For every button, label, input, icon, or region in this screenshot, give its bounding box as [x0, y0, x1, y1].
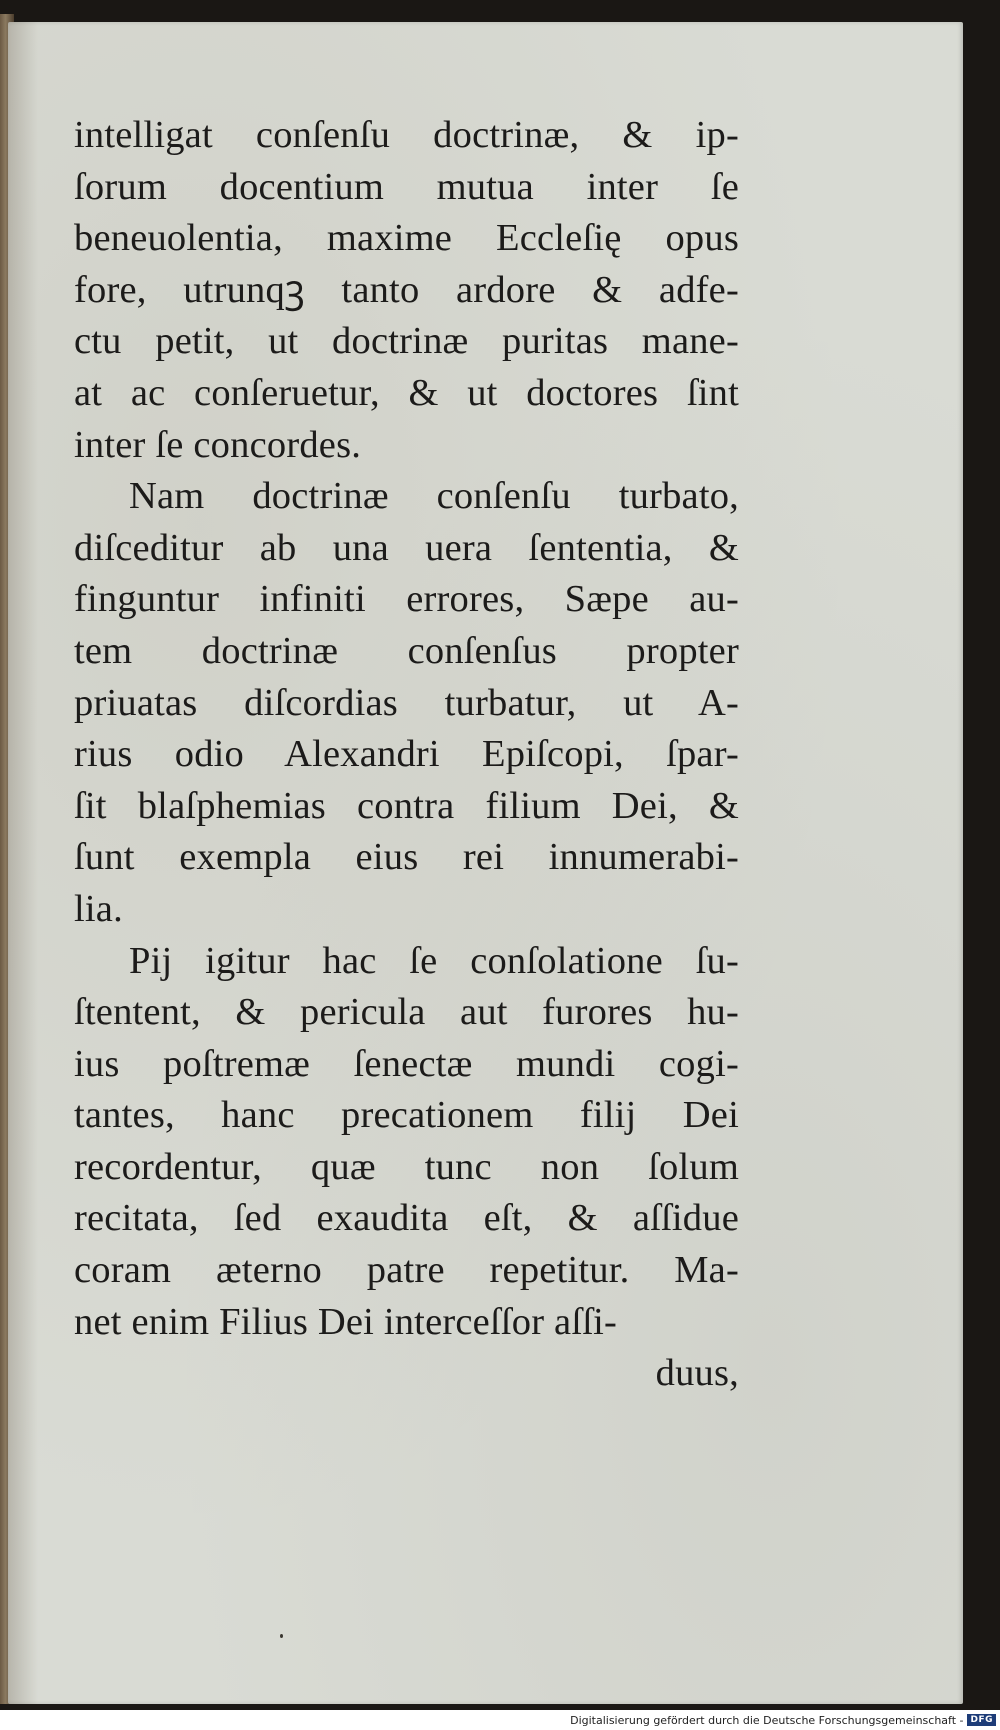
text-line: tantes, hanc precationem filij Dei [74, 1094, 739, 1137]
text-line: at ac conſeruetur, & ut doctores ſint [74, 371, 739, 414]
text-line: ius poſtremæ ſenectæ mundi cogi- [74, 1042, 739, 1085]
text-line: fore, utrunqꝫ tanto ardore & adfe- [74, 268, 739, 311]
text-line: priuatas diſcordias turbatur, ut A- [74, 681, 739, 724]
text-line: rius odio Alexandri Epiſcopi, ſpar- [74, 733, 739, 776]
text-line: tem doctrinæ conſenſus propter [74, 629, 739, 672]
text-line: intelligat conſenſu doctrinæ, & ip- [74, 114, 739, 156]
body-text [74, 110, 739, 1400]
ink-speck [280, 1634, 283, 1638]
text-line: net enim Filius Dei interceſſor aſſi- [74, 1300, 618, 1343]
text-line: Nam doctrinæ conſenſu turbato, [129, 475, 739, 518]
text-line: lia. [74, 887, 123, 930]
text-line: inter ſe concordes. [74, 423, 362, 466]
footer-credit: Digitalisierung gefördert durch die Deutsche Forschungsgemeinschaft - [570, 1713, 964, 1727]
paragraph [74, 110, 739, 471]
text-line: coram æterno patre repetitur. Ma- [74, 1249, 739, 1292]
digitization-footer [0, 1710, 1000, 1730]
catchword: duus, [655, 1352, 739, 1395]
text-line: ſit blaſphemias contra filium Dei, & [74, 784, 739, 827]
text-line: Pij igitur hac ſe conſolatione ſu- [129, 939, 739, 982]
text-line: finguntur infiniti errores, Sæpe au- [74, 578, 739, 621]
text-line: recitata, ſed exaudita eſt, & aſſidue [74, 1197, 739, 1240]
text-line: ſunt exempla eius rei innumerabi- [74, 836, 739, 879]
text-line: ctu petit, ut doctrinæ puritas mane- [74, 320, 739, 363]
text-line: ſtentent, & pericula aut furores hu- [74, 991, 739, 1034]
dfg-logo: DFG [967, 1714, 996, 1726]
book-page [8, 22, 963, 1704]
text-line: beneuolentia, maxime Eccleſię opus [74, 217, 739, 260]
paragraph [74, 936, 739, 1349]
text-line: ſorum docentium mutua inter ſe [74, 165, 739, 208]
text-line: recordentur, quæ tunc non ſolum [74, 1145, 739, 1188]
text-line: diſceditur ab una uera ſententia, & [74, 526, 739, 569]
paragraph [74, 471, 739, 935]
